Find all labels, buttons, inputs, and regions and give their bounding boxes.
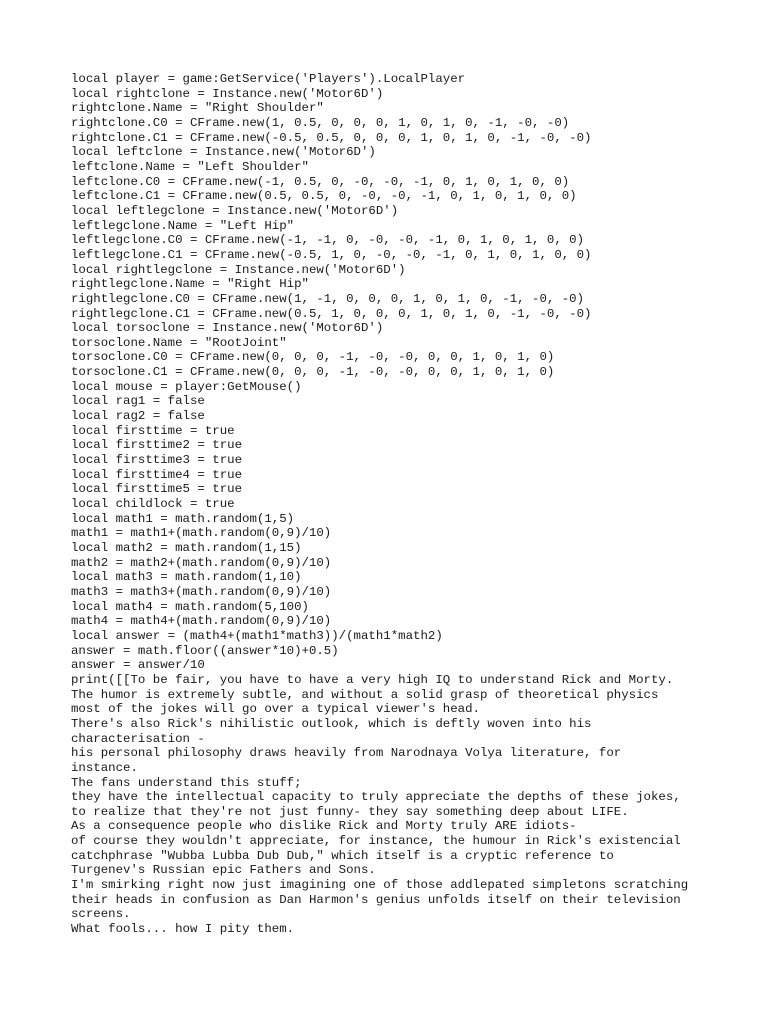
code-line: local rightclone = Instance.new('Motor6D') — [71, 86, 384, 101]
code-line: answer = answer/10 — [71, 658, 205, 673]
code-line: local childlock = true — [71, 497, 235, 512]
code-line: local rightlegclone = Instance.new('Motor6D') — [71, 262, 406, 277]
code-line: local player = game:GetService('Players').LocalPlayer — [71, 72, 466, 86]
code-line: What fools... how I pity them. — [71, 922, 295, 937]
code-line: rightlegclone.C1 = CFrame.new(0.5, 1, 0, 0, 0, 1, 0, 1, 0, -1, -0, -0) — [71, 306, 592, 321]
code-line: leftclone.C0 = CFrame.new(-1, 0.5, 0, -0, -0, -1, 0, 1, 0, 1, 0, 0) — [71, 174, 570, 189]
code-line: most of the jokes will go over a typical viewer's head. — [71, 702, 480, 717]
code-line: local leftclone = Instance.new('Motor6D') — [71, 145, 376, 160]
code-line: The fans understand this stuff; — [71, 775, 302, 790]
code-line: their heads in confusion as Dan Harmon's genius unfolds itself on their television — [71, 892, 681, 907]
code-line: The humor is extremely subtle, and without a solid grasp of theoretical physics — [71, 687, 659, 702]
code-line: local rag2 = false — [71, 409, 205, 424]
code-line: local firsttime3 = true — [71, 453, 243, 468]
code-line: local math4 = math.random(5,100) — [71, 599, 309, 614]
code-line: local firsttime2 = true — [71, 438, 243, 453]
code-line: instance. — [71, 760, 138, 775]
code-line: local firsttime = true — [71, 423, 235, 438]
code-line: characterisation - — [71, 731, 205, 746]
code-line: I'm smirking right now just imagining one of those addlepated simpletons scratching — [71, 878, 689, 893]
code-line: to realize that they're not just funny- they say something deep about LIFE. — [71, 804, 629, 819]
code-line: rightlegclone.C0 = CFrame.new(1, -1, 0, 0, 0, 1, 0, 1, 0, -1, -0, -0) — [71, 291, 585, 306]
code-line: local firsttime4 = true — [71, 467, 243, 482]
code-line: his personal philosophy draws heavily from Narodnaya Volya literature, for — [71, 746, 622, 761]
code-line: math2 = math2+(math.random(0,9)/10) — [71, 555, 332, 570]
code-line: leftclone.C1 = CFrame.new(0.5, 0.5, 0, -0, -0, -1, 0, 1, 0, 1, 0, 0) — [71, 189, 577, 204]
code-line: local math1 = math.random(1,5) — [71, 511, 295, 526]
code-line: As a consequence people who dislike Rick and Morty truly ARE idiots- — [71, 819, 577, 834]
code-line: There's also Rick's nihilistic outlook, which is deftly woven into his — [71, 716, 592, 731]
code-line: answer = math.floor((answer*10)+0.5) — [71, 643, 339, 658]
code-line: local mouse = player:GetMouse() — [71, 379, 302, 394]
code-line: local answer = (math4+(math1*math3))/(math1*math2) — [71, 628, 443, 643]
code-line: leftclone.Name = "Left Shoulder" — [71, 159, 309, 174]
code-line: torsoclone.C0 = CFrame.new(0, 0, 0, -1, -0, -0, 0, 0, 1, 0, 1, 0) — [71, 350, 555, 365]
code-line: rightclone.C0 = CFrame.new(1, 0.5, 0, 0, 0, 1, 0, 1, 0, -1, -0, -0) — [71, 115, 570, 130]
code-line: math1 = math1+(math.random(0,9)/10) — [71, 526, 332, 541]
code-line: catchphrase "Wubba Lubba Dub Dub," which itself is a cryptic reference to — [71, 848, 614, 863]
code-line: of course they wouldn't appreciate, for instance, the humour in Rick's existencial — [71, 834, 681, 849]
code-line: rightclone.C1 = CFrame.new(-0.5, 0.5, 0, 0, 0, 1, 0, 1, 0, -1, -0, -0) — [71, 130, 592, 145]
code-line: Turgenev's Russian epic Fathers and Sons. — [71, 863, 376, 878]
code-line: local math2 = math.random(1,15) — [71, 541, 302, 555]
code-line: torsoclone.C1 = CFrame.new(0, 0, 0, -1, -0, -0, 0, 0, 1, 0, 1, 0) — [71, 365, 555, 380]
code-line: print([[To be fair, you have to have a very high IQ to understand Rick and Morty. — [71, 672, 674, 687]
code-line: they have the intellectual capacity to truly appreciate the depths of these jokes, — [71, 790, 681, 805]
code-line: local firsttime5 = true — [71, 482, 243, 497]
code-line: leftlegclone.C1 = CFrame.new(-0.5, 1, 0, -0, -0, -1, 0, 1, 0, 1, 0, 0) — [71, 247, 592, 262]
code-line: local rag1 = false — [71, 394, 205, 409]
code-line: leftlegclone.C0 = CFrame.new(-1, -1, 0, -0, -0, -1, 0, 1, 0, 1, 0, 0) — [71, 233, 585, 248]
code-line: rightlegclone.Name = "Right Hip" — [71, 277, 309, 292]
code-line: rightclone.Name = "Right Shoulder" — [71, 101, 324, 116]
code-line: local leftlegclone = Instance.new('Motor6D') — [71, 203, 399, 218]
code-line: math4 = math4+(math.random(0,9)/10) — [71, 614, 332, 629]
code-line: screens. — [71, 907, 131, 922]
code-line: local torsoclone = Instance.new('Motor6D') — [71, 321, 384, 336]
code-line: torsoclone.Name = "RootJoint" — [71, 335, 287, 350]
code-line: math3 = math3+(math.random(0,9)/10) — [71, 584, 332, 599]
code-line: leftlegclone.Name = "Left Hip" — [71, 218, 295, 233]
code-line: local math3 = math.random(1,10) — [71, 570, 302, 585]
code-text-block — [71, 72, 761, 937]
